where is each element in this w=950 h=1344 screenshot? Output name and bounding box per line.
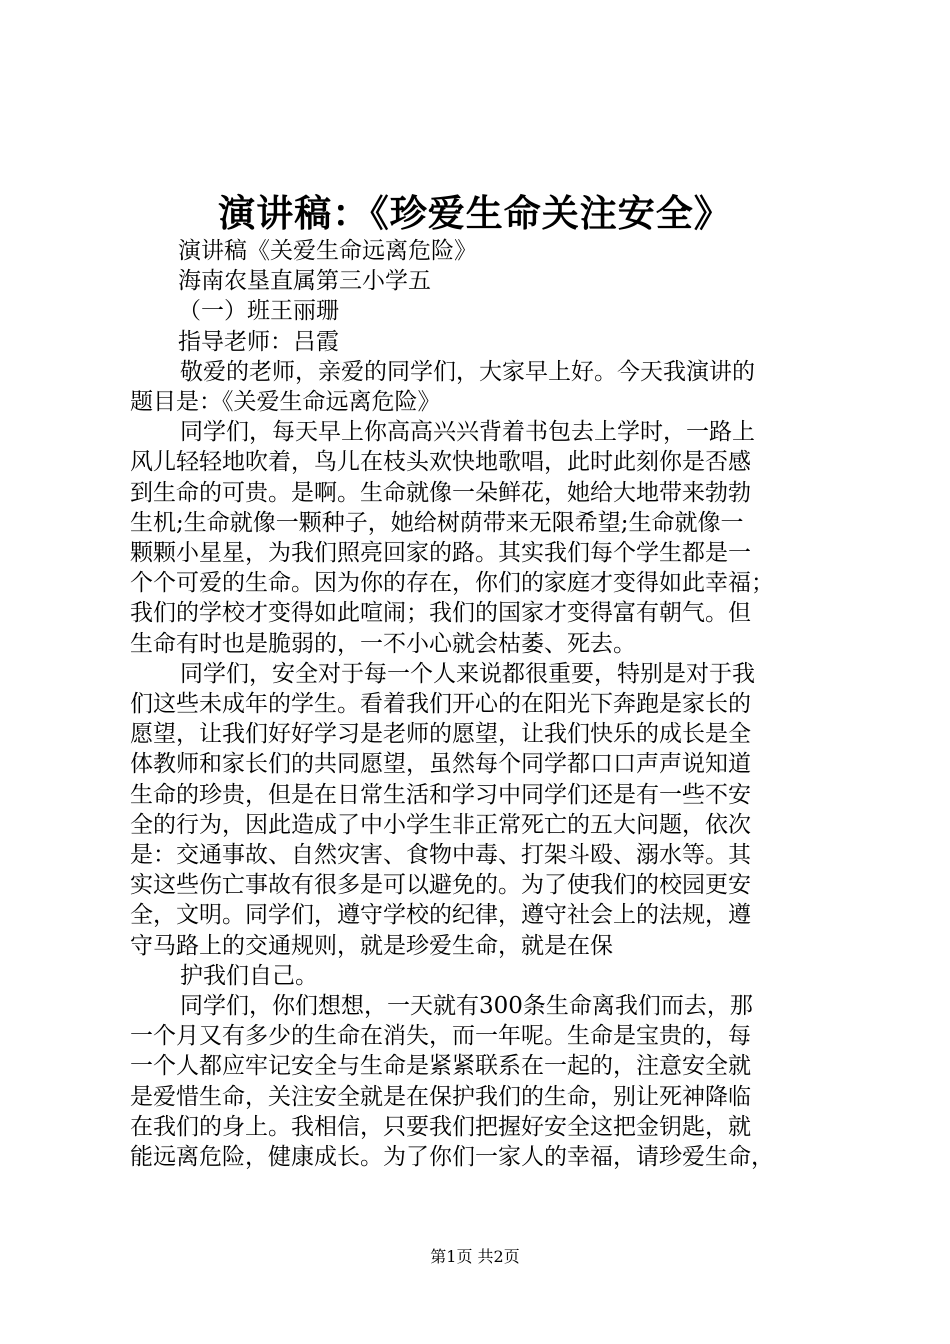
document-body bbox=[130, 236, 836, 1172]
header-line: 指导老师：吕霞 bbox=[178, 328, 339, 355]
page-footer: 第1页 共2页 bbox=[430, 1247, 520, 1266]
paragraph-line: 到生命的可贵。是啊。生命就像一朵鲜花，她给大地带来勃勃 bbox=[130, 479, 751, 506]
paragraph-line: 生命的珍贵，但是在日常生活和学习中同学们还是有一些不安 bbox=[130, 781, 751, 808]
paragraph-line: 同学们，安全对于每一个人来说都很重要，特别是对于我 bbox=[180, 660, 755, 687]
paragraph-line: 一个人都应牢记安全与生命是紧紧联系在一起的，注意安全就 bbox=[130, 1053, 751, 1080]
paragraph-line: 生机;生命就像一颗种子，她给树荫带来无限希望;生命就像一 bbox=[130, 509, 744, 536]
paragraph-line: 我们的学校才变得如此喧闹；我们的国家才变得富有朝气。但 bbox=[130, 600, 751, 627]
paragraph-line: 颗颗小星星，为我们照亮回家的路。其实我们每个学生都是一 bbox=[130, 540, 751, 567]
paragraph-line: 愿望，让我们好好学习是老师的愿望，让我们快乐的成长是全 bbox=[130, 721, 751, 748]
paragraph-line: 全的行为，因此造成了中小学生非正常死亡的五大问题，依次 bbox=[130, 811, 751, 838]
paragraph-line: 体教师和家长们的共同愿望，虽然每个同学都口口声声说知道 bbox=[130, 751, 751, 778]
paragraph-line: 题目是：《关爱生命远离危险》 bbox=[130, 389, 441, 416]
paragraph-line: 全，文明。同学们，遵守学校的纪律，遵守社会上的法规，遵 bbox=[130, 902, 751, 929]
header-line: （一）班王丽珊 bbox=[178, 298, 339, 325]
paragraph-line: 敬爱的老师，亲爱的同学们，大家早上好。今天我演讲的 bbox=[180, 358, 755, 385]
header-line: 演讲稿《关爱生命远离危险》 bbox=[178, 238, 477, 264]
paragraph-line: 生命有时也是脆弱的，一不小心就会枯萎、死去。 bbox=[130, 630, 636, 657]
paragraph-line: 能远离危险，健康成长。为了你们一家人的幸福，请珍爱生命， bbox=[130, 1144, 774, 1171]
paragraph-line: 同学们，你们想想，一天就有300条生命离我们而去，那 bbox=[180, 993, 753, 1020]
paragraph-line: 护我们自己。 bbox=[180, 962, 318, 989]
paragraph-line: 是爱惜生命，关注安全就是在保护我们的生命，别让死神降临 bbox=[130, 1083, 751, 1110]
paragraph-line: 们这些未成年的学生。看着我们开心的在阳光下奔跑是家长的 bbox=[130, 691, 751, 718]
paragraph-line: 一个月又有多少的生命在消失，而一年呢。生命是宝贵的，每 bbox=[130, 1023, 751, 1050]
header-line: 海南农垦直属第三小学五 bbox=[178, 268, 431, 295]
paragraph-line: 在我们的身上。我相信，只要我们把握好安全这把金钥匙，就 bbox=[130, 1113, 751, 1140]
paragraph-line: 是：交通事故、自然灾害、食物中毒、打架斗殴、溺水等。其 bbox=[130, 842, 751, 869]
paragraph-line: 实这些伤亡事故有很多是可以避免的。为了使我们的校园更安 bbox=[130, 872, 751, 899]
paragraph-line: 同学们，每天早上你高高兴兴背着书包去上学时，一路上 bbox=[180, 419, 755, 446]
paragraph-line: 风儿轻轻地吹着，鸟儿在枝头欢快地歌唱，此时此刻你是否感 bbox=[130, 449, 751, 476]
paragraph-line: 守马路上的交通规则，就是珍爱生命，就是在保 bbox=[130, 932, 613, 959]
document-title: 演讲稿：《珍爱生命关注安全》 bbox=[218, 191, 732, 235]
paragraph-line: 个个可爱的生命。因为你的存在，你们的家庭才变得如此幸福； bbox=[130, 570, 774, 597]
